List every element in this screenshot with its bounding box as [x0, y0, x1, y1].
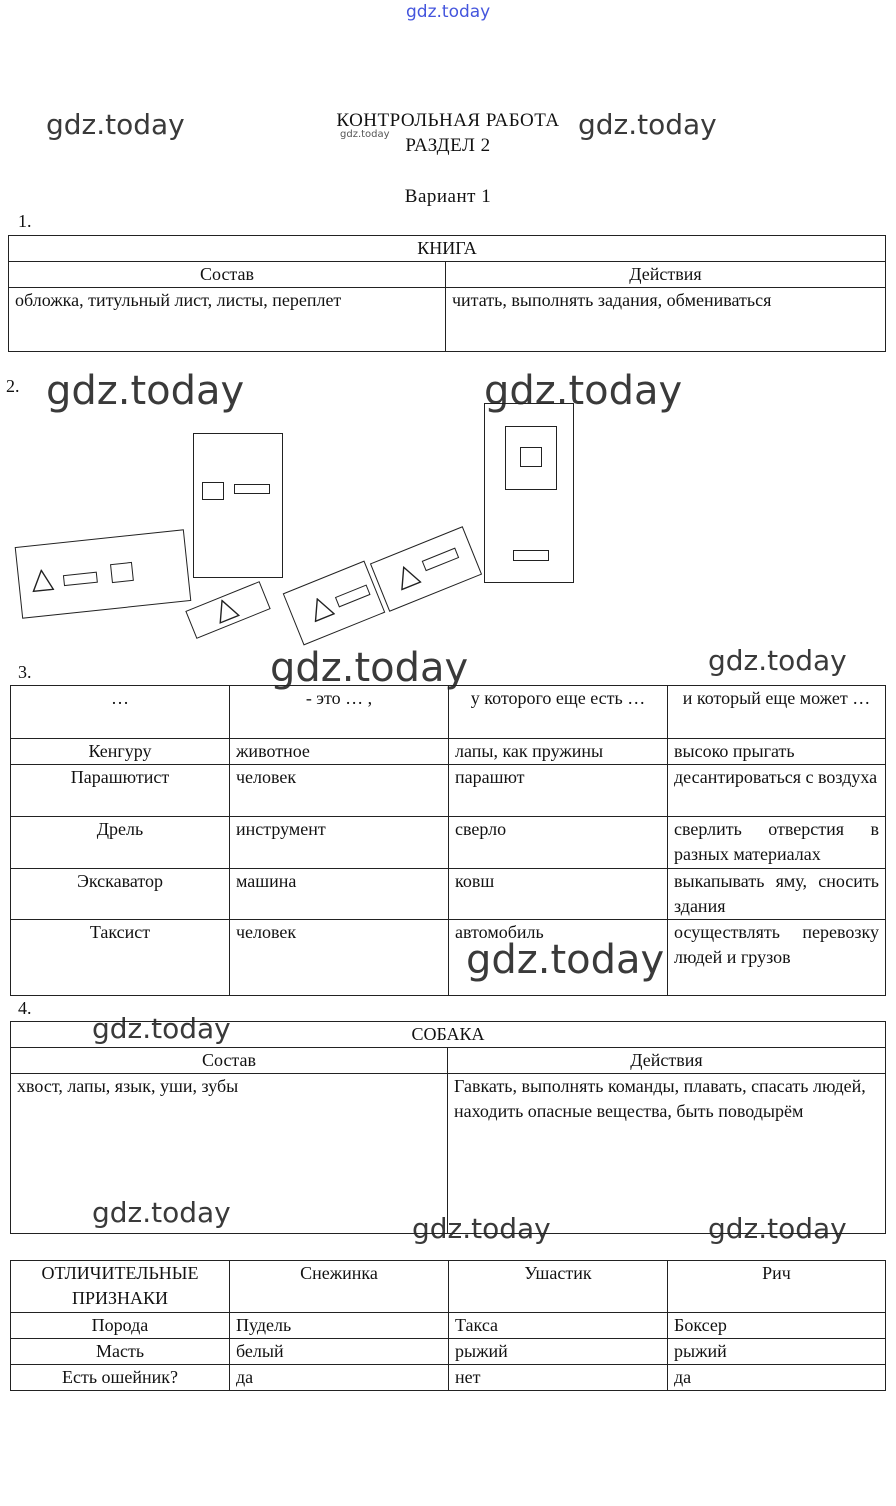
table-cell: сверло [449, 817, 668, 869]
watermark-tiny: gdz.today [340, 129, 390, 140]
diagram-box [484, 403, 574, 583]
features-table [10, 1260, 886, 1391]
triangle-shape [211, 596, 240, 625]
page-title: КОНТРОЛЬНАЯ РАБОТА [336, 110, 560, 131]
table-cell: лапы, как пружины [449, 739, 668, 765]
table-cell: машина [230, 869, 449, 920]
inner-frame [505, 426, 557, 490]
watermark: gdz.today [578, 108, 717, 141]
table-cell: человек [230, 765, 449, 817]
small-square [202, 482, 224, 500]
watermark: gdz.today [46, 108, 185, 141]
table-cell: нет [449, 1365, 668, 1391]
table-cell: автомобиль [449, 920, 668, 996]
column-header: Действия [446, 262, 886, 288]
table-cell: обложка, титульный лист, листы, переплет [9, 288, 446, 352]
table-cell: Таксист [11, 920, 230, 996]
diagram-box [185, 581, 270, 639]
small-rectangle [63, 572, 98, 586]
table-row [11, 1313, 886, 1339]
watermark: gdz.today [92, 1012, 231, 1045]
column-header: и который еще может … [668, 686, 886, 739]
table-cell: парашют [449, 765, 668, 817]
table-cell: выкапывать яму, сносить здания [668, 869, 886, 920]
definition-table [10, 685, 886, 996]
column-header: Снежинка [230, 1261, 449, 1313]
watermark: gdz.today [708, 1212, 847, 1245]
table-cell: рыжий [668, 1339, 886, 1365]
watermark: gdz.today [412, 1212, 551, 1245]
watermark: gdz.today [270, 645, 469, 691]
column-header: Состав [11, 1048, 448, 1074]
table-cell: белый [230, 1339, 449, 1365]
diagram-box [370, 526, 482, 612]
table-row [11, 1365, 886, 1391]
small-square [110, 562, 134, 583]
triangle-shape [307, 594, 336, 623]
table-row [11, 869, 886, 920]
table-cell: Гавкать, выполнять команды, плавать, спасать людей, находить опасные вещества, быть поводырём [448, 1074, 886, 1234]
table-row [11, 739, 886, 765]
table-cell: Масть [11, 1339, 230, 1365]
small-rectangle [234, 484, 270, 494]
small-rectangle [422, 548, 459, 572]
table-cell: инструмент [230, 817, 449, 869]
table-cell: да [230, 1365, 449, 1391]
watermark: gdz.today [484, 368, 683, 414]
task-number: 3. [18, 662, 32, 682]
small-square [520, 447, 542, 467]
composition-diagram [0, 395, 896, 645]
watermark-top: gdz.today [406, 2, 491, 22]
table-cell: Кенгуру [11, 739, 230, 765]
table-row [11, 920, 886, 996]
dog-table [10, 1021, 886, 1234]
watermark: gdz.today [92, 1196, 231, 1229]
table-cell: человек [230, 920, 449, 996]
table-cell: Есть ошейник? [11, 1365, 230, 1391]
table-cell: Парашютист [11, 765, 230, 817]
column-header: Действия [448, 1048, 886, 1074]
table-title: КНИГА [9, 236, 886, 262]
table-cell: рыжий [449, 1339, 668, 1365]
small-rectangle [513, 550, 549, 561]
column-header: - это … , [230, 686, 449, 739]
task-number: 2. [6, 376, 20, 396]
table-cell: Пудель [230, 1313, 449, 1339]
table-cell: Такса [449, 1313, 668, 1339]
table-cell: Дрель [11, 817, 230, 869]
book-table [8, 235, 886, 352]
variant-title: Вариант 1 [404, 186, 492, 207]
watermark: gdz.today [46, 368, 245, 414]
table-cell: читать, выполнять задания, обмениваться [446, 288, 886, 352]
task-number: 1. [18, 211, 32, 231]
table-cell: Боксер [668, 1313, 886, 1339]
table-row [11, 817, 886, 869]
task-number: 4. [18, 998, 32, 1018]
table-cell: животное [230, 739, 449, 765]
column-header: Состав [9, 262, 446, 288]
diagram-box [193, 433, 283, 578]
table-cell: десантироваться с воздуха [668, 765, 886, 817]
triangle-shape [393, 562, 422, 591]
column-header: Рич [668, 1261, 886, 1313]
column-header: Ушастик [449, 1261, 668, 1313]
table-cell: ковш [449, 869, 668, 920]
diagram-box [283, 561, 386, 646]
table-cell: сверлить отверстия в разных материалах [668, 817, 886, 869]
table-cell: хвост, лапы, язык, уши, зубы [11, 1074, 448, 1234]
small-rectangle [335, 585, 371, 608]
table-row [11, 1339, 886, 1365]
column-header: ОТЛИЧИТЕЛЬНЫЕ ПРИЗНАКИ [11, 1261, 230, 1313]
table-cell: да [668, 1365, 886, 1391]
diagram-box [15, 529, 192, 618]
table-cell: осуществлять перевозку людей и грузов [668, 920, 886, 996]
triangle-shape [30, 568, 54, 592]
table-cell: высоко прыгать [668, 739, 886, 765]
watermark: gdz.today [708, 644, 847, 677]
watermark: gdz.today [466, 937, 665, 983]
section-title: РАЗДЕЛ 2 [405, 135, 491, 156]
table-cell: Порода [11, 1313, 230, 1339]
table-row [11, 765, 886, 817]
table-cell: Экскаватор [11, 869, 230, 920]
table-title: СОБАКА [11, 1022, 886, 1048]
column-header: … [11, 686, 230, 739]
column-header: у которого еще есть … [449, 686, 668, 739]
